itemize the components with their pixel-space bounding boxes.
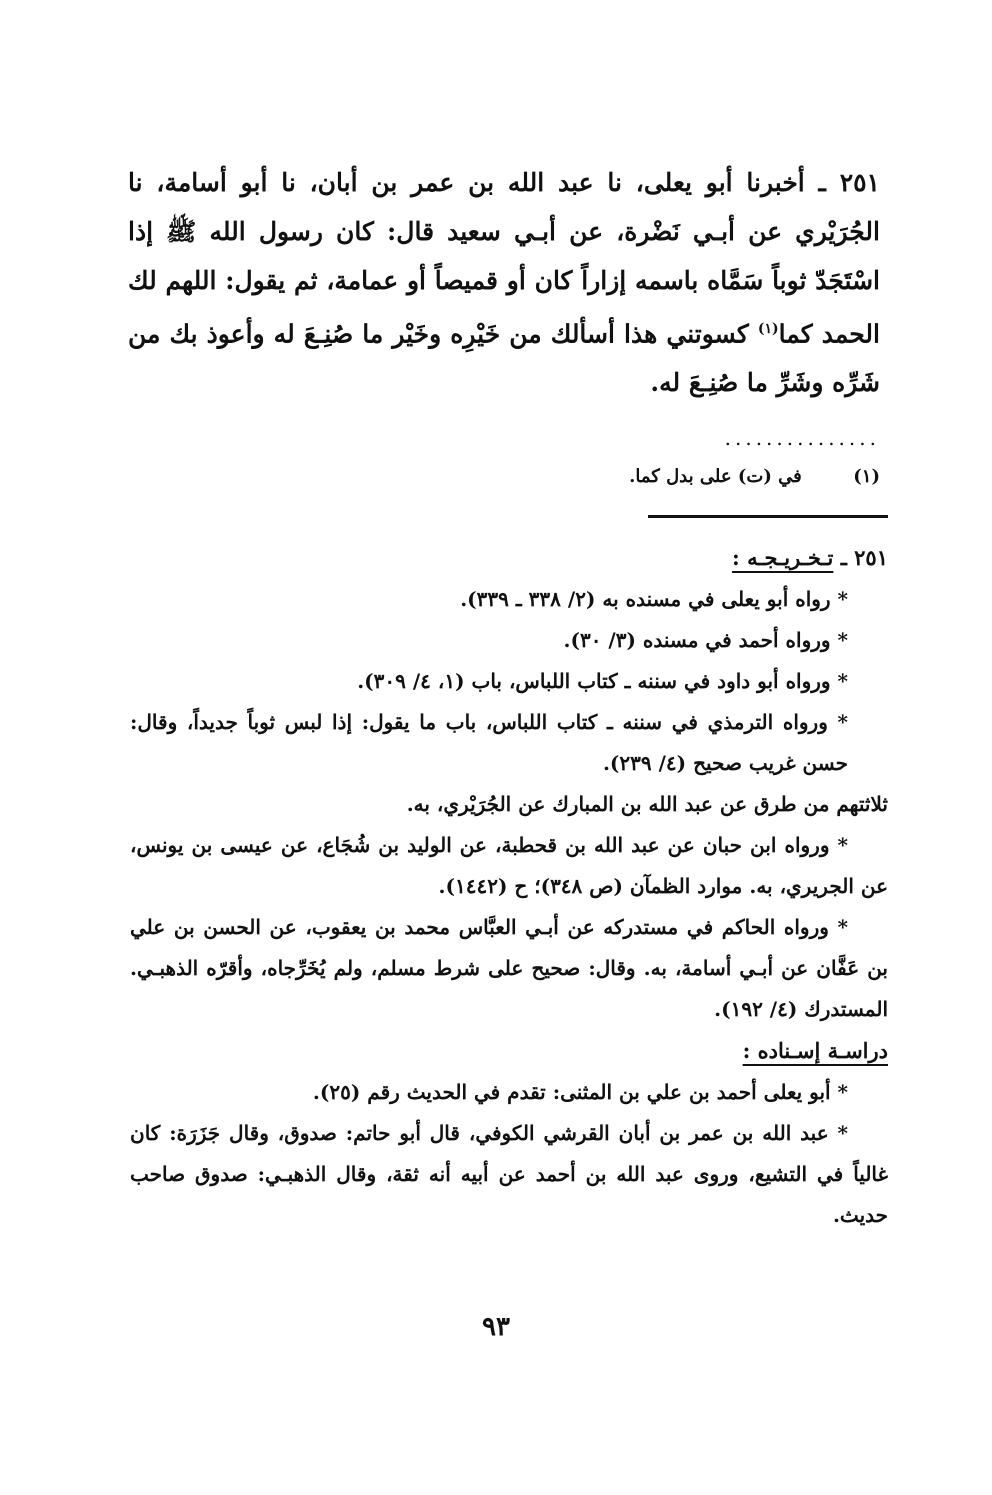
hadith-number: ٢٥١ ـ (818, 168, 880, 197)
takhrij-item: * ورواه الحاكم في مستدركه عن أبـي العبَّاس محمد بن يعقوب، عن الحسن بن علي بن عَفَّان عن أبـي أسامة، به. وقال: صحيح على شرط مسلم، ولم يُخَرِّجاه، وأقرّه الذهبـي. المستدرك (٤/ ١٩٢). (130, 915, 888, 1021)
dirasa-item: * أبو يعلى أحمد بن علي بن المثنى: تقدم في الحديث رقم (٢٥). (312, 1080, 848, 1104)
footnote (128, 462, 880, 492)
takhrij-item: * ورواه الترمذي في سننه ـ كتاب اللباس، باب ما يقول: إذا لبس ثوباً جديداً، وقال: حسن غريب صحيح (٤/ ٢٣٩). (130, 710, 848, 775)
footnote-text: في (ت) على بدل كما. (629, 466, 802, 487)
takhrij-item: * ورواه ابن حبان عن عبد الله بن قحطبة، عن الوليد بن شُجَاع، عن عيسى بن يونس، عن الجريري، به. موارد الظمآن (ص ٣٤٨)؛ ح (١٤٤٢). (130, 833, 888, 898)
takhrij-number: ٢٥١ ـ (840, 545, 888, 570)
takhrij-heading (130, 537, 888, 578)
footnote-separator-dots: ............... (724, 426, 880, 450)
section-divider (648, 515, 888, 518)
hadith-body-continued: كسوتني هذا أسألك من خَيْرِه وخَيْر ما صُنِـعَ له وأعوذ بك من شَرِّه وشَرِّ ما صُنِـعَ له. (128, 319, 880, 398)
takhrij-item: * ورواه أبو داود في سننه ـ كتاب اللباس، باب (١، ٤/ ٣٠٩). (357, 669, 848, 693)
hadith-text (128, 158, 880, 407)
takhrij-item: * ورواه أحمد في مسنده (٣/ ٣٠). (563, 628, 848, 652)
dirasa-heading (130, 1030, 888, 1071)
footnote-reference: (١) (757, 321, 779, 337)
footnote-marker: (١) (853, 466, 880, 487)
commentary-section (130, 537, 888, 1236)
takhrij-item: ثلاثتهم من طرق عن عبد الله بن المبارك عن الجُرَيْري، به. (406, 792, 888, 816)
takhrij-item: * رواه أبو يعلى في مسنده به (٢/ ٣٣٨ ـ ٣٣٩). (460, 587, 848, 611)
page-number: ٩٣ (482, 1312, 510, 1342)
dirasa-item: * عبد الله بن عمر بن أبان القرشي الكوفي، قال أبو حاتم: صدوق، وقال جَزَرَة: كان غالياً في التشيع، وروى عبد الله بن أحمد عن أبيه أنه ثقة، وقال الذهبـي: صدوق صاحب حديث. (130, 1121, 888, 1227)
hadith-body: أخبرنا أبو يعلى، نا عبد الله بن عمر بن أبان، نا أبو أسامة، نا الجُرَيْري عن أبـي نَضْرة، عن أبـي سعيد قال: كان رسول الله ﷺ إذا اسْتَجَدّ ثوباً سَمَّاه باسمه إزاراً كان أو قميصاً أو عمامة، ثم يقول: اللهم لك الحمد كما (128, 168, 880, 349)
takhrij-label: تـخـريـجـه : (732, 545, 834, 570)
dirasa-label: دراسـة إسـناده : (742, 1038, 888, 1063)
